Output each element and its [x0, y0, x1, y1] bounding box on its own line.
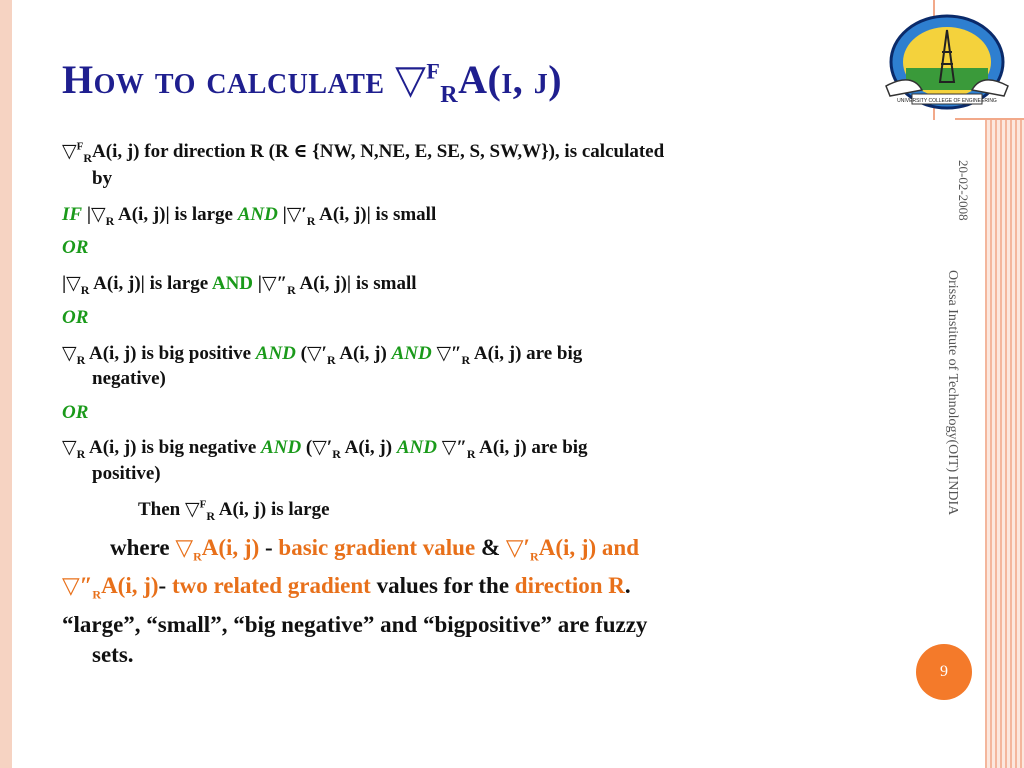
line-big-negative-cont: positive): [92, 463, 161, 484]
line-if-condition: IF $|▽_R$ A(i, j)| is large AND $|▽'_R$ A(i, j)| is small: [62, 204, 437, 228]
or-keyword-1: OR: [62, 237, 89, 258]
line-big-positive-cont: negative): [92, 368, 166, 389]
line-related-gradient: $▽''_RA(i$, j)- two related gradient values for the direction R.: [62, 573, 631, 602]
line-fuzzy-sets: “large”, “small”, “big negative” and “bigpositive” are fuzzy: [62, 612, 648, 637]
line-fuzzy-sets-cont: sets.: [92, 642, 134, 667]
or-keyword-3: OR: [62, 402, 89, 423]
line-direction-def: ▽$^F_R$A(i, j) for direction R (R ∈ {NW, N,NE, E, SE, S, SW,W}), is calculated: [62, 140, 665, 165]
svg-text:UNIVERSITY COLLEGE OF ENGINEER: UNIVERSITY COLLEGE OF ENGINEERING: [897, 98, 997, 104]
line-then: Then ▽$^F_R$ A(i, j) is large: [138, 498, 330, 523]
page-number-badge: 9: [916, 644, 972, 700]
right-stripe-decoration: [985, 120, 1024, 768]
line-second-condition: $|▽_R$ A(i, j)| is large AND $|▽''_R$ A(i, j)| is small: [62, 273, 417, 297]
left-accent-bar: [0, 0, 12, 768]
slide-title: How to calculate ▽$^F_R$A(i, j): [62, 57, 563, 108]
slide-date: 20-02-2008: [956, 160, 971, 221]
or-keyword-2: OR: [62, 307, 89, 328]
line-big-positive: $▽_R$ A(i, j) is big positive AND ($▽'_R$ A(i, j) AND $▽''_R$ A(i, j) are big: [62, 343, 583, 367]
line-where: where $▽_RA(i$, j) - basic gradient value & $▽'_RA(i$, j) and: [110, 535, 640, 564]
institute-name: Orissa Institute of Technology(OIT) INDIA: [945, 270, 960, 516]
line-direction-def-cont: by: [92, 168, 113, 189]
line-big-negative: $▽_R$ A(i, j) is big negative AND ($▽'_R$ A(i, j) AND $▽''_R$ A(i, j) are big: [62, 437, 588, 461]
college-logo-icon: [882, 12, 1012, 112]
